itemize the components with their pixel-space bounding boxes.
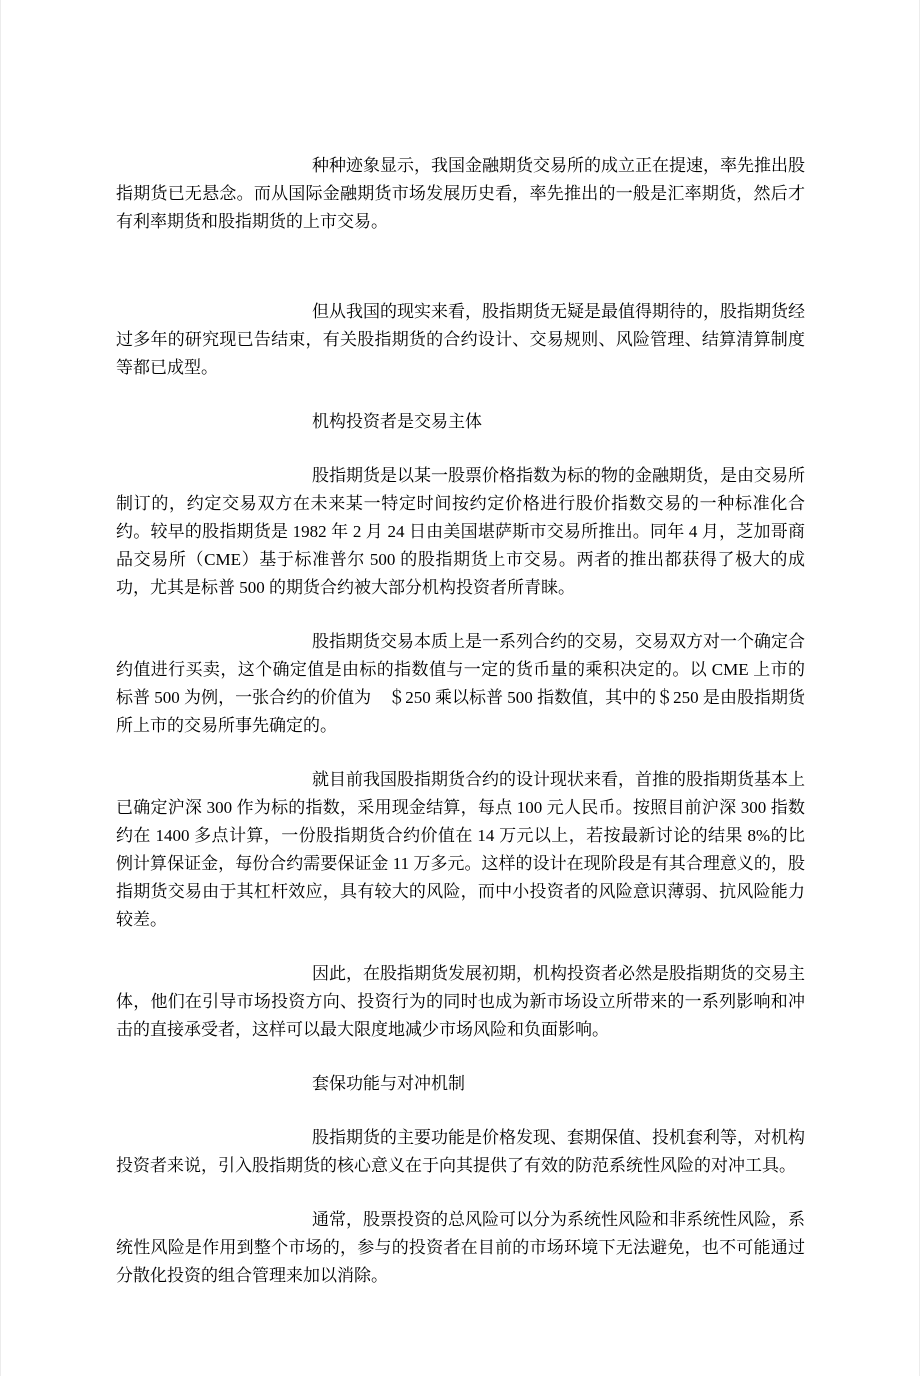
- paragraph: 因此，在股指期货发展初期，机构投资者必然是股指期货的交易主体，他们在引导市场投资方向、投资行为的同时也成为新市场设立所带来的一系列影响和冲击的直接承受者，这样可以最大限度地减少市场风险和负面影响。: [116, 964, 805, 1039]
- paragraph: 股指期货交易本质上是一系列合约的交易，交易双方对一个确定合约值进行买卖，这个确定值是由标的指数值与一定的货币量的乘积决定的。以 CME 上市的标普 500 为例，一张合约的价值为 ＄250 乘以标普 500 指数值，其中的＄250 是由股指期货所上市的交易所事先确定的。: [116, 632, 805, 735]
- paragraph: 就目前我国股指期货合约的设计现状来看，首推的股指期货基本上已确定沪深 300 作为标的指数，采用现金结算，每点 100 元人民币。按照目前沪深 300 指数约在 1400 多点计算，一份股指期货合约价值在 14 万元以上，若按最新讨论的结果 8%的比例计算保证金，每份合约需要保证金 11 万多元。这样的设计在现阶段是有其合理意义的，股指期货交易由于其杠杆效应，具有较大的风险，而中小投资者的风险意识薄弱、抗风险能力较差。: [116, 770, 805, 929]
- section-heading: 机构投资者是交易主体: [312, 412, 482, 431]
- paragraph: 通常，股票投资的总风险可以分为系统性风险和非系统性风险，系统性风险是作用到整个市场的，参与的投资者在目前的市场环境下无法避免，也不可能通过分散化投资的组合管理来加以消除。: [116, 1210, 805, 1285]
- paragraph: 股指期货的主要功能是价格发现、套期保值、投机套利等，对机构投资者来说，引入股指期货的核心意义在于向其提供了有效的防范系统性风险的对冲工具。: [116, 1128, 805, 1175]
- paragraph: 种种迹象显示，我国金融期货交易所的成立正在提速，率先推出股指期货已无悬念。而从国际金融期货市场发展历史看，率先推出的一般是汇率期货，然后才有利率期货和股指期货的上市交易。: [116, 156, 805, 231]
- paragraph: 股指期货是以某一股票价格指数为标的物的金融期货，是由交易所制订的，约定交易双方在未来某一特定时间按约定价格进行股价指数交易的一种标准化合约。较早的股指期货是 1982 年 2 月 24 日由美国堪萨斯市交易所推出。同年 4 月，芝加哥商品交易所（CME）基于标准普尔 500 的股指期货上市交易。两者的推出都获得了极大的成功，尤其是标普 500 的期货合约被大部分机构投资者所青睐。: [116, 466, 805, 597]
- paragraph: 但从我国的现实来看，股指期货无疑是最值得期待的，股指期货经过多年的研究现已告结束，有关股指期货的合约设计、交易规则、风险管理、结算清算制度等都已成型。: [116, 302, 805, 377]
- section-heading: 套保功能与对冲机制: [312, 1074, 465, 1093]
